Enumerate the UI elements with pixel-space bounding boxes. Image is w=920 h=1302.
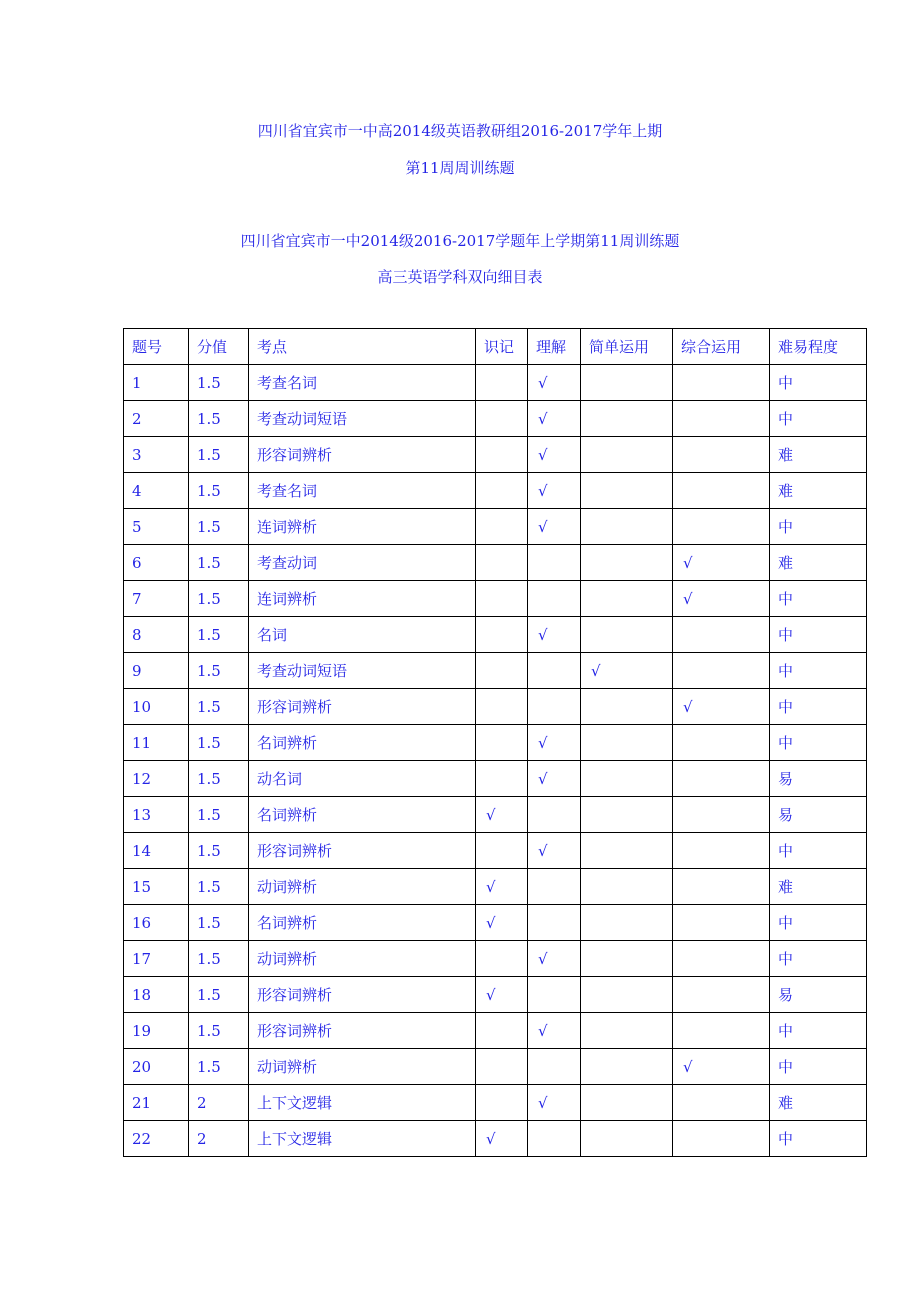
empty-cell: [581, 581, 673, 617]
table-title-line1: 四川省宜宾市一中2014级2016-2017学题年上学期第11周训练题: [240, 232, 680, 250]
empty-cell: [673, 1121, 770, 1157]
topic-cell: 形容词辨析: [249, 1013, 476, 1049]
topic-cell: 上下文逻辑: [249, 1121, 476, 1157]
score-cell: 2: [189, 1085, 249, 1121]
score-cell: 1.5: [189, 1013, 249, 1049]
difficulty-cell: 中: [770, 401, 867, 437]
topic-cell: 动词辨析: [249, 941, 476, 977]
difficulty-cell: 中: [770, 905, 867, 941]
empty-cell: [673, 401, 770, 437]
table-row: [124, 1049, 867, 1085]
doc-title-line1: 四川省宜宾市一中高2014级英语教研组2016-2017学年上期: [257, 122, 663, 140]
header-cell: 题号: [124, 329, 189, 365]
empty-cell: [581, 869, 673, 905]
empty-cell: [528, 581, 581, 617]
table-row: [124, 581, 867, 617]
header-cell: 分值: [189, 329, 249, 365]
difficulty-cell: 难: [770, 1085, 867, 1121]
empty-cell: [476, 1049, 528, 1085]
table-row: [124, 761, 867, 797]
score-cell: 1.5: [189, 509, 249, 545]
empty-cell: [673, 905, 770, 941]
question-number-cell: 15: [124, 869, 189, 905]
empty-cell: [581, 473, 673, 509]
empty-cell: [581, 545, 673, 581]
question-number-cell: 19: [124, 1013, 189, 1049]
topic-cell: 考查动词短语: [249, 653, 476, 689]
check-mark-cell: √: [476, 869, 528, 905]
check-mark-cell: √: [673, 545, 770, 581]
question-number-cell: 4: [124, 473, 189, 509]
topic-cell: 形容词辨析: [249, 437, 476, 473]
table-row: [124, 509, 867, 545]
question-number-cell: 16: [124, 905, 189, 941]
empty-cell: [673, 977, 770, 1013]
topic-cell: 考查动词短语: [249, 401, 476, 437]
empty-cell: [581, 689, 673, 725]
check-mark-cell: √: [528, 725, 581, 761]
empty-cell: [581, 509, 673, 545]
empty-cell: [528, 1049, 581, 1085]
table-row: [124, 617, 867, 653]
table-row: [124, 401, 867, 437]
empty-cell: [581, 365, 673, 401]
check-mark-cell: √: [528, 365, 581, 401]
topic-cell: 名词辨析: [249, 725, 476, 761]
empty-cell: [581, 437, 673, 473]
topic-cell: 名词辨析: [249, 905, 476, 941]
empty-cell: [476, 761, 528, 797]
topic-cell: 考查动词: [249, 545, 476, 581]
difficulty-cell: 中: [770, 581, 867, 617]
topic-cell: 连词辨析: [249, 509, 476, 545]
score-cell: 1.5: [189, 941, 249, 977]
empty-cell: [528, 977, 581, 1013]
empty-cell: [673, 365, 770, 401]
empty-cell: [528, 905, 581, 941]
table-row: [124, 797, 867, 833]
score-cell: 1.5: [189, 617, 249, 653]
empty-cell: [528, 869, 581, 905]
empty-cell: [581, 1013, 673, 1049]
table-row: [124, 869, 867, 905]
table-row: [124, 1013, 867, 1049]
topic-cell: 名词辨析: [249, 797, 476, 833]
table-row: [124, 545, 867, 581]
empty-cell: [476, 473, 528, 509]
score-cell: 2: [189, 1121, 249, 1157]
table-row: [124, 437, 867, 473]
empty-cell: [673, 725, 770, 761]
table-row: [124, 725, 867, 761]
topic-cell: 上下文逻辑: [249, 1085, 476, 1121]
question-number-cell: 9: [124, 653, 189, 689]
empty-cell: [673, 437, 770, 473]
topic-cell: 形容词辨析: [249, 689, 476, 725]
empty-cell: [476, 689, 528, 725]
check-mark-cell: √: [528, 473, 581, 509]
question-number-cell: 7: [124, 581, 189, 617]
spec-table: [123, 328, 867, 1157]
topic-cell: 形容词辨析: [249, 833, 476, 869]
header-cell: 识记: [476, 329, 528, 365]
header-cell: 理解: [528, 329, 581, 365]
empty-cell: [476, 725, 528, 761]
empty-cell: [673, 941, 770, 977]
header-cell: 简单运用: [581, 329, 673, 365]
table-row: [124, 365, 867, 401]
score-cell: 1.5: [189, 401, 249, 437]
empty-cell: [476, 1013, 528, 1049]
empty-cell: [673, 833, 770, 869]
score-cell: 1.5: [189, 689, 249, 725]
difficulty-cell: 易: [770, 797, 867, 833]
table-row: [124, 1121, 867, 1157]
empty-cell: [581, 977, 673, 1013]
empty-cell: [476, 1085, 528, 1121]
score-cell: 1.5: [189, 833, 249, 869]
empty-cell: [673, 1013, 770, 1049]
empty-cell: [581, 1121, 673, 1157]
check-mark-cell: √: [528, 401, 581, 437]
empty-cell: [476, 545, 528, 581]
score-cell: 1.5: [189, 761, 249, 797]
check-mark-cell: √: [673, 581, 770, 617]
question-number-cell: 17: [124, 941, 189, 977]
empty-cell: [528, 797, 581, 833]
empty-cell: [673, 761, 770, 797]
check-mark-cell: √: [528, 1013, 581, 1049]
score-cell: 1.5: [189, 545, 249, 581]
check-mark-cell: √: [476, 797, 528, 833]
check-mark-cell: √: [528, 437, 581, 473]
score-cell: 1.5: [189, 581, 249, 617]
topic-cell: 动词辨析: [249, 869, 476, 905]
check-mark-cell: √: [673, 1049, 770, 1085]
difficulty-cell: 易: [770, 761, 867, 797]
check-mark-cell: √: [476, 977, 528, 1013]
question-number-cell: 2: [124, 401, 189, 437]
score-cell: 1.5: [189, 905, 249, 941]
empty-cell: [673, 617, 770, 653]
empty-cell: [581, 1049, 673, 1085]
difficulty-cell: 难: [770, 437, 867, 473]
check-mark-cell: √: [581, 653, 673, 689]
empty-cell: [476, 941, 528, 977]
check-mark-cell: √: [673, 689, 770, 725]
empty-cell: [581, 725, 673, 761]
difficulty-cell: 中: [770, 1049, 867, 1085]
empty-cell: [528, 689, 581, 725]
question-number-cell: 22: [124, 1121, 189, 1157]
topic-cell: 名词: [249, 617, 476, 653]
score-cell: 1.5: [189, 473, 249, 509]
topic-cell: 连词辨析: [249, 581, 476, 617]
empty-cell: [581, 905, 673, 941]
table-row: [124, 905, 867, 941]
check-mark-cell: √: [528, 761, 581, 797]
empty-cell: [528, 653, 581, 689]
header-cell: 综合运用: [673, 329, 770, 365]
empty-cell: [673, 473, 770, 509]
difficulty-cell: 中: [770, 833, 867, 869]
doc-title-line2: 第11周周训练题: [405, 159, 515, 177]
topic-cell: 考查名词: [249, 365, 476, 401]
difficulty-cell: 难: [770, 545, 867, 581]
empty-cell: [581, 833, 673, 869]
empty-cell: [528, 1121, 581, 1157]
empty-cell: [476, 365, 528, 401]
question-number-cell: 18: [124, 977, 189, 1013]
difficulty-cell: 易: [770, 977, 867, 1013]
empty-cell: [476, 509, 528, 545]
difficulty-cell: 难: [770, 473, 867, 509]
difficulty-cell: 中: [770, 617, 867, 653]
question-number-cell: 8: [124, 617, 189, 653]
empty-cell: [476, 581, 528, 617]
question-number-cell: 10: [124, 689, 189, 725]
empty-cell: [476, 653, 528, 689]
topic-cell: 动词辨析: [249, 1049, 476, 1085]
question-number-cell: 3: [124, 437, 189, 473]
check-mark-cell: √: [476, 905, 528, 941]
score-cell: 1.5: [189, 725, 249, 761]
difficulty-cell: 中: [770, 941, 867, 977]
difficulty-cell: 中: [770, 365, 867, 401]
empty-cell: [673, 869, 770, 905]
header-cell: 难易程度: [770, 329, 867, 365]
table-row: [124, 689, 867, 725]
question-number-cell: 12: [124, 761, 189, 797]
topic-cell: 形容词辨析: [249, 977, 476, 1013]
empty-cell: [476, 833, 528, 869]
difficulty-cell: 中: [770, 653, 867, 689]
question-number-cell: 6: [124, 545, 189, 581]
check-mark-cell: √: [528, 1085, 581, 1121]
empty-cell: [673, 1085, 770, 1121]
check-mark-cell: √: [528, 833, 581, 869]
empty-cell: [673, 653, 770, 689]
topic-cell: 动名词: [249, 761, 476, 797]
empty-cell: [476, 401, 528, 437]
score-cell: 1.5: [189, 653, 249, 689]
empty-cell: [673, 797, 770, 833]
score-cell: 1.5: [189, 1049, 249, 1085]
score-cell: 1.5: [189, 869, 249, 905]
table-row: [124, 653, 867, 689]
score-cell: 1.5: [189, 797, 249, 833]
difficulty-cell: 难: [770, 869, 867, 905]
table-row: [124, 473, 867, 509]
score-cell: 1.5: [189, 977, 249, 1013]
table-row: [124, 833, 867, 869]
empty-cell: [528, 545, 581, 581]
score-cell: 1.5: [189, 437, 249, 473]
table-row: [124, 941, 867, 977]
empty-cell: [476, 437, 528, 473]
question-number-cell: 14: [124, 833, 189, 869]
question-number-cell: 20: [124, 1049, 189, 1085]
difficulty-cell: 中: [770, 725, 867, 761]
difficulty-cell: 中: [770, 1121, 867, 1157]
difficulty-cell: 中: [770, 689, 867, 725]
empty-cell: [476, 617, 528, 653]
topic-cell: 考查名词: [249, 473, 476, 509]
table-header-row: [124, 329, 867, 365]
difficulty-cell: 中: [770, 1013, 867, 1049]
empty-cell: [581, 761, 673, 797]
question-number-cell: 13: [124, 797, 189, 833]
table-row: [124, 977, 867, 1013]
table-title-line2: 高三英语学科双向细目表: [377, 268, 543, 286]
empty-cell: [581, 401, 673, 437]
table-row: [124, 1085, 867, 1121]
empty-cell: [581, 617, 673, 653]
empty-cell: [581, 1085, 673, 1121]
check-mark-cell: √: [528, 509, 581, 545]
score-cell: 1.5: [189, 365, 249, 401]
check-mark-cell: √: [528, 941, 581, 977]
empty-cell: [581, 941, 673, 977]
question-number-cell: 11: [124, 725, 189, 761]
empty-cell: [673, 509, 770, 545]
empty-cell: [581, 797, 673, 833]
question-number-cell: 5: [124, 509, 189, 545]
check-mark-cell: √: [528, 617, 581, 653]
question-number-cell: 1: [124, 365, 189, 401]
header-cell: 考点: [249, 329, 476, 365]
difficulty-cell: 中: [770, 509, 867, 545]
question-number-cell: 21: [124, 1085, 189, 1121]
check-mark-cell: √: [476, 1121, 528, 1157]
